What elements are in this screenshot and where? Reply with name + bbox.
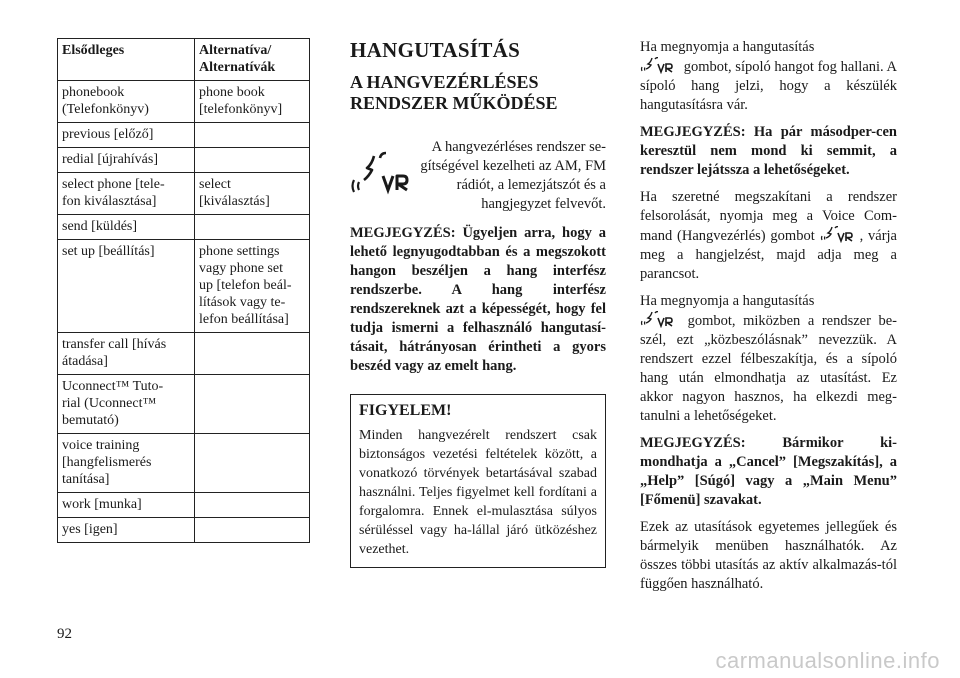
warning-title: FIGYELEM! [359,402,452,419]
voice-command-vr-icon [640,57,680,74]
note-speak-calmly: MEGJEGYZÉS: Ügyeljen arra, hogy a lehető legnyugodtabban és a megszokott hangon beszéljen a hang interfész rendszerbe. A hang interfész rendszereknek azt a képességét, hogy fel tudja ismerni a felhasználó hangutasí-tásait, hátrányosan érintheti a gyors beszéd vagy az emelt hang. [350,225,606,374]
alternative-command-cell [195,518,310,543]
alternative-command-cell [195,148,310,173]
alternative-command-cell [195,215,310,240]
table-row [58,215,310,240]
alternative-command-cell: phone book [telefonkönyv] [195,81,310,123]
primary-command-cell: send [küldés] [58,215,195,240]
note-cancel-help-menu: MEGJEGYZÉS: Bármikor ki-mondhatja a „Cancel” [Megszakítás], a „Help” [Súgó] vagy a „Main Menu” [Főmenü] szavakat. [640,435,897,508]
table-header-row [58,39,310,81]
table-body [58,81,310,543]
voice-command-instructions [640,38,897,594]
warning-box [350,394,606,568]
command-table-column [57,38,310,543]
table-row [58,333,310,375]
section-subtitle: A HANGVEZÉRLÉSES RENDSZER MŰKÖDÉSE [350,72,558,113]
table-row [58,493,310,518]
alternative-command-cell [195,493,310,518]
table-row [58,518,310,543]
primary-command-cell: set up [beállítás] [58,240,195,333]
alternative-command-cell: phone settings vagy phone set up [telefon beál- lítások vagy te- lefon beállítása] [195,240,310,333]
paragraph-barge-in: Ha megnyomja a hangutasítás gombot, miközben a rendszer be-szél, ezt „közbeszólásnak” nevezzük. A rendszert ezzel félbeszakítja, és a sípoló hang után elmondhatja az utasítást. Ez akkor nagyon hasznos, ha elkezdi meg-tanulni a lehetőségeket. [640,293,898,424]
alternative-command-cell [195,123,310,148]
voice-command-vr-icon [350,150,414,202]
primary-command-cell: transfer call [hívás átadása] [58,333,195,375]
primary-command-cell: select phone [tele- fon kiválasztása] [58,173,195,215]
voice-command-table [57,38,310,543]
table-row [58,148,310,173]
primary-command-cell: redial [újrahívás] [58,148,195,173]
table-row [58,173,310,215]
intro-text: A hangvezérléses rendszer se-gítségével kezelheti az AM, FM rádiót, a lemezjátszót és a hangjegyzet felvevőt. [420,139,606,212]
warning-text: Minden hangvezérelt rendszert csak biztonságos vezetési feltételek között, a vonatkozó törvények betartásával szabad használni. Teljes figyelmet kell fordítani a forgalomra. Ennek el-mulasztása súlyos sérüléssel vagy ha-lállal járó ütközéshez vezethet. [359,428,597,557]
primary-command-cell: previous [előző] [58,123,195,148]
voice-command-vr-icon [820,226,860,243]
note-options-played: MEGJEGYZÉS: Ha pár másodper-cen keresztül nem mond ki semmit, a rendszer lejátssza a lehetőségeket. [640,124,897,178]
watermark: carmanualsonline.info [715,648,940,673]
page-number: 92 [57,626,72,642]
primary-command-cell: Uconnect™ Tuto- rial (Uconnect™ bemutató) [58,375,195,434]
table-row [58,434,310,493]
paragraph-press-button: Ha megnyomja a hangutasítás gombot, sípoló hangot fog hallani. A sípoló hang jelzi, hogy a készülék hangutasításra vár. [640,39,898,113]
intro-block [350,138,606,214]
alternative-command-cell [195,434,310,493]
table-row [58,81,310,123]
alternative-command-cell [195,375,310,434]
table-row [58,240,310,333]
primary-command-cell: yes [igen] [58,518,195,543]
primary-command-cell: work [munka] [58,493,195,518]
section-title: HANGUTASÍTÁS [350,38,521,62]
paragraph-interrupt-list: Ha szeretné megszakítani a rendszer felsorolását, nyomja meg a Voice Com-mand (Hangvezérlés) gombot , várja meg a hangjelzést, majd adja meg a parancsot. [640,189,897,282]
primary-command-cell: voice training [hangfelismerés tanítása] [58,434,195,493]
table-row [58,123,310,148]
paragraph-universal-commands: Ezek az utasítások egyetemes jellegűek és bármelyik menüben használhatók. Az összes többi utasítás az aktív alkalmazás-tól függően használható. [640,519,897,592]
alternative-command-cell: select [kiválasztás] [195,173,310,215]
primary-command-cell: phonebook (Telefonkönyv) [58,81,195,123]
voice-command-section [350,38,606,568]
header-primary: Elsődleges [58,39,195,81]
header-alternatives: Alternatíva/ Alternatívák [195,39,310,81]
voice-command-vr-icon [640,311,680,328]
table-row [58,375,310,434]
alternative-command-cell [195,333,310,375]
